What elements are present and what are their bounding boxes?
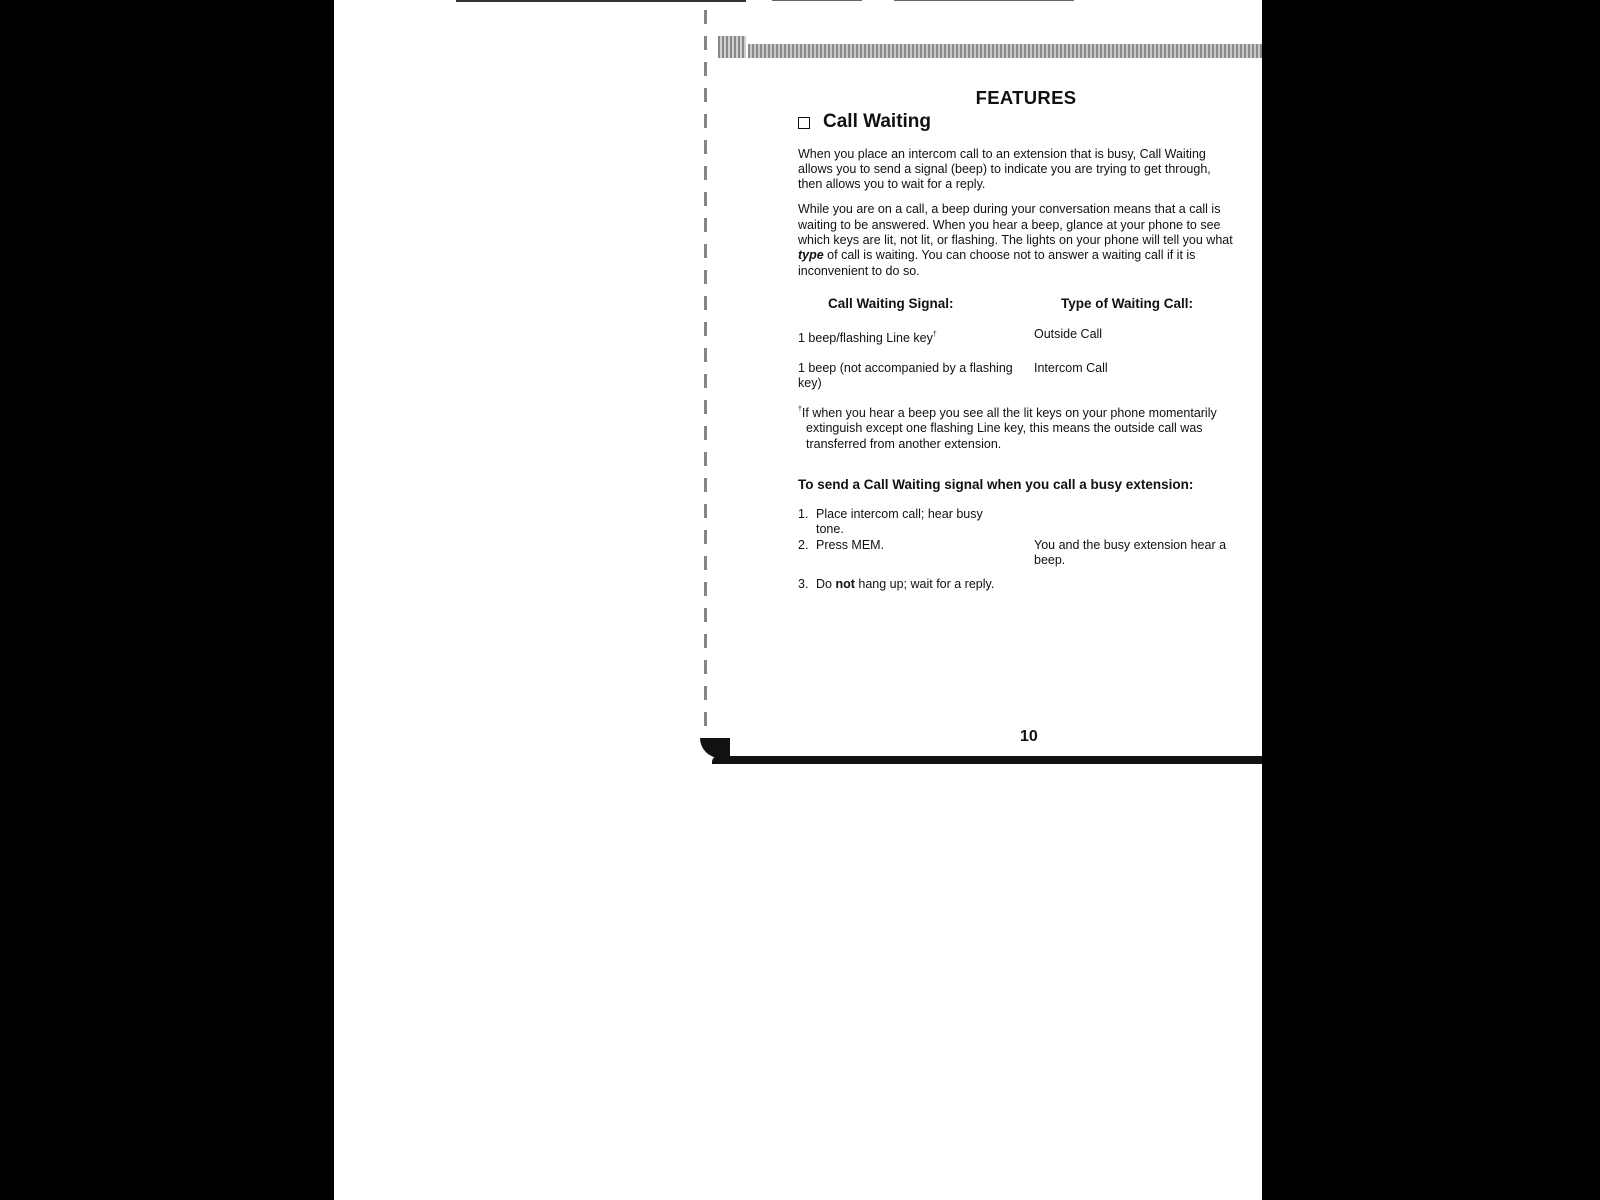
procedure-step [798,538,1234,569]
scanned-page [334,0,1262,1200]
feature-title: Call Waiting [823,111,932,133]
signal-text: 1 beep/flashing Line key [798,331,933,346]
step-result [1034,507,1234,538]
step-number: 2. [798,537,809,552]
step-text-bold: not [835,577,855,592]
header-rule [748,44,1262,58]
intro-paragraph: When you place an intercom call to an extension that is busy, Call Waiting allows you to send a signal (beep) to indicate you are trying to get through, then allows you to wait for a reply. [798,146,1211,192]
binding-shadow [704,10,707,750]
paragraph-text: While you are on a call, a beep during your conversation means that a call is waiting to be answered. When you hear a beep, glance at your phone to see which keys are lit, not lit, or flashing. The lights on your phone will tell you what [798,202,1233,248]
page-edge-line [456,0,746,2]
step-text: Place intercom call; hear busy tone. [816,507,983,537]
step-text-part: hang up; wait for a reply. [854,577,995,592]
footnote [798,402,1234,452]
step-text [816,577,996,592]
intro-paragraph [798,202,1234,278]
paragraph-text: of call is waiting. You can choose not to answer a waiting call if it is inconvenient to do so. [798,248,1196,278]
table-row [798,361,1234,392]
procedure-step [798,507,1234,538]
step-text-part: Do [816,577,836,592]
step-result [1034,577,1234,592]
footnote-mark: † [932,331,937,339]
page-edge-line [894,0,1074,1]
step-number: 3. [798,577,809,592]
header-type: Type of Waiting Call: [1061,295,1193,311]
step-instruction [798,507,1034,538]
signal-table-header [798,296,1234,311]
type-cell: Intercom Call [1034,360,1108,375]
page-edge-line [772,0,862,1]
step-text: Press MEM. [816,537,885,552]
table-row [798,327,1234,346]
checkbox-icon [798,117,810,129]
step-instruction [798,538,1034,569]
step-instruction [798,577,1034,592]
footnote-text: If when you hear a beep you see all the lit keys on your phone momentarily extinguish except one flashing Line key, this means the outside call was transferred from another extension. [801,406,1217,451]
header-signal: Call Waiting Signal: [828,295,954,311]
signal-cell [798,327,1034,346]
type-cell: Outside Call [1034,327,1103,342]
procedure-step [798,577,1234,592]
step-result: You and the busy extension hear a beep. [1034,537,1227,567]
page-bottom-edge [712,756,1262,764]
section-title: FEATURES [975,87,1077,108]
feature-heading [798,111,1234,133]
procedure-heading: To send a Call Waiting signal when you call a busy extension: [798,477,1194,493]
emphasis-type: type [798,248,824,263]
signal-cell: 1 beep (not accompanied by a flashing key) [798,360,1013,390]
page-number: 10 [1020,728,1038,745]
page-content [798,87,1234,593]
footnote-mark: † [798,406,802,414]
step-number: 1. [798,507,809,522]
